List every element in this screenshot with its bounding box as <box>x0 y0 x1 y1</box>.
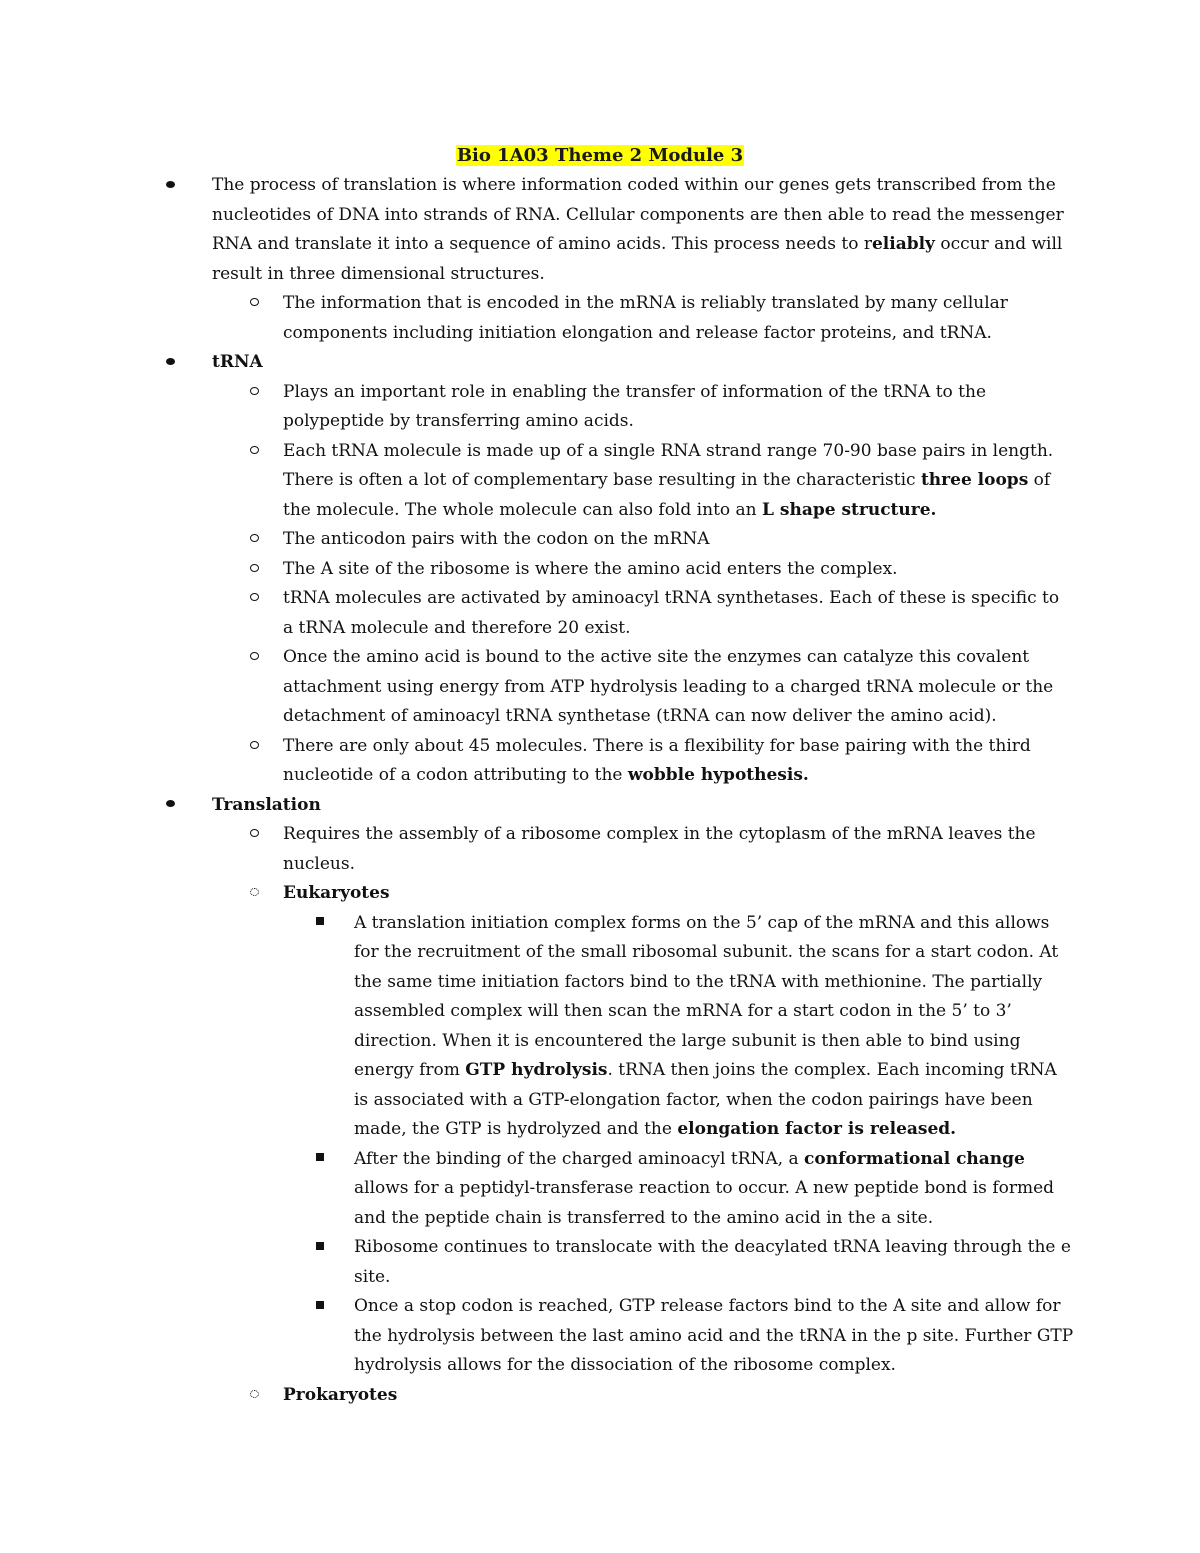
euk-text-4: Once a stop codon is reached, GTP release factors bind to the A site and allow for the hydrolysis between the last amino acid and the tRNA in the p site. Further GTP hydrolysis allows for the dissociation of the ribosome complex. <box>354 1296 1074 1375</box>
trna-text-4: The A site of the ribosome is where the amino acid enters the complex. <box>283 558 898 579</box>
bullet-trna <box>212 348 1072 378</box>
translation-text-1: Requires the assembly of a ribosome complex in the cytoplasm of the mRNA leaves the nucleus. <box>283 824 1036 874</box>
bullet-intro <box>212 171 1072 289</box>
euk-text-2a: After the binding of the charged aminoacyl tRNA, a <box>354 1148 805 1169</box>
euk-bold-conformational-change: conformational change <box>804 1148 1025 1169</box>
euk-text-1b: . tRNA then joins the complex. Each incoming tRNA is associated with a GTP-elongation factor, when the codon pairings have been made, the GTP is hydrolyzed and the <box>354 1060 1057 1139</box>
eukaryotes-item-4 <box>354 1292 1074 1381</box>
euk-text-3: Ribosome continues to translocate with the deacylated tRNA leaving through the e site. <box>354 1237 1071 1287</box>
hollow-bullet-icon <box>250 820 259 850</box>
filled-bullet-icon <box>166 171 175 201</box>
hollow-bullet-icon <box>250 437 259 467</box>
trna-sub-5 <box>283 584 1073 643</box>
sub-bullet-intro <box>283 289 1073 348</box>
trna-sub-3 <box>283 525 1073 555</box>
document-title: Bio 1A03 Theme 2 Module 3 <box>456 145 744 166</box>
document-body <box>0 171 1200 1410</box>
euk-text-1a: A translation initiation complex forms on the 5’ cap of the mRNA and this allows for the recruitment of the small ribosomal subunit. the scans for a start codon. At the same time initiation factors bind to the tRNA with methionine. The partially assembled complex will then scan the mRNA for a start codon in the 5’ to 3’ direction. When it is encountered the large subunit is then able to bind using energy from <box>354 912 1059 1080</box>
prokaryotes-heading: Prokaryotes <box>283 1384 398 1405</box>
hollow-bullet-icon <box>250 525 259 555</box>
trna-bold-wobble: wobble hypothesis. <box>627 765 809 785</box>
trna-text-2b: of the molecule. The whole molecule can also fold into an <box>283 470 1051 520</box>
intro-text-1: The process of translation is where information coded within our genes gets transcribed from the nucleotides of DNA into strands of RNA. Cellular components are then able to read the messenger RNA and translate it into a sequence of amino acids. This process needs to r <box>212 175 1064 254</box>
square-bullet-icon <box>316 1145 324 1175</box>
bullet-translation <box>212 791 1072 821</box>
eukaryotes-item-1 <box>354 909 1074 1145</box>
filled-bullet-icon <box>166 348 175 378</box>
euk-bold-gtp-hydrolysis: GTP hydrolysis <box>465 1060 608 1080</box>
intro-bold-reliably: eliably <box>871 234 935 254</box>
hollow-bullet-icon <box>250 732 259 762</box>
eukaryotes-item-2 <box>354 1145 1074 1234</box>
trna-sub-1 <box>283 378 1073 437</box>
translation-sub-1 <box>283 820 1073 879</box>
trna-text-2a: Each tRNA molecule is made up of a single RNA strand range 70-90 base pairs in length. There is often a lot of complementary base resulting in the characteristic <box>283 440 1054 490</box>
trna-text-5: tRNA molecules are activated by aminoacyl tRNA synthetases. Each of these is specific to a tRNA molecule and therefore 20 exist. <box>283 588 1060 638</box>
trna-text-3: The anticodon pairs with the codon on the mRNA <box>283 529 710 549</box>
hollow-bullet-icon <box>250 643 259 673</box>
trna-text-1: Plays an important role in enabling the transfer of information of the tRNA to the polypeptide by transferring amino acids. <box>283 381 987 431</box>
euk-bold-elongation-factor: elongation factor is released. <box>677 1119 957 1139</box>
trna-sub-2 <box>283 437 1073 526</box>
dotted-bullet-icon <box>250 879 259 909</box>
euk-text-2b: allows for a peptidyl-transferase reaction to occur. A new peptide bond is formed and the peptide chain is transferred to the amino acid in the a site. <box>354 1178 1055 1228</box>
intro-sub-text: The information that is encoded in the mRNA is reliably translated by many cellular components including initiation elongation and release factor proteins, and tRNA. <box>283 293 1008 343</box>
square-bullet-icon <box>316 1292 324 1322</box>
trna-bold-three-loops: three loops <box>920 470 1029 490</box>
eukaryotes-item-3 <box>354 1233 1074 1292</box>
trna-sub-7 <box>283 732 1073 791</box>
trna-sub-6 <box>283 643 1073 732</box>
intro-text-2: occur and will result in three dimensional structures. <box>212 234 1063 284</box>
hollow-bullet-icon <box>250 584 259 614</box>
trna-bold-l-shape: L shape structure. <box>762 499 937 520</box>
trna-heading: tRNA <box>212 352 263 372</box>
eukaryotes-heading: Eukaryotes <box>283 883 390 903</box>
square-bullet-icon <box>316 1233 324 1263</box>
dotted-bullet-icon <box>250 1381 259 1411</box>
trna-text-7: There are only about 45 molecules. There is a flexibility for base pairing with the third nucleotide of a codon attributing to the <box>283 735 1031 785</box>
translation-heading: Translation <box>212 794 321 815</box>
trna-text-6: Once the amino acid is bound to the active site the enzymes can catalyze this covalent attachment using energy from ATP hydrolysis leading to a charged tRNA molecule or the detachment of aminoacyl tRNA synthetase (tRNA can now deliver the amino acid). <box>283 647 1054 726</box>
trna-sub-4 <box>283 555 1073 585</box>
translation-sub-eukaryotes <box>283 879 1073 909</box>
filled-bullet-icon <box>166 791 175 821</box>
square-bullet-icon <box>316 909 324 939</box>
translation-sub-prokaryotes <box>283 1381 1073 1411</box>
hollow-bullet-icon <box>250 555 259 585</box>
hollow-bullet-icon <box>250 378 259 408</box>
hollow-bullet-icon <box>250 289 259 319</box>
title-row <box>0 141 1200 170</box>
